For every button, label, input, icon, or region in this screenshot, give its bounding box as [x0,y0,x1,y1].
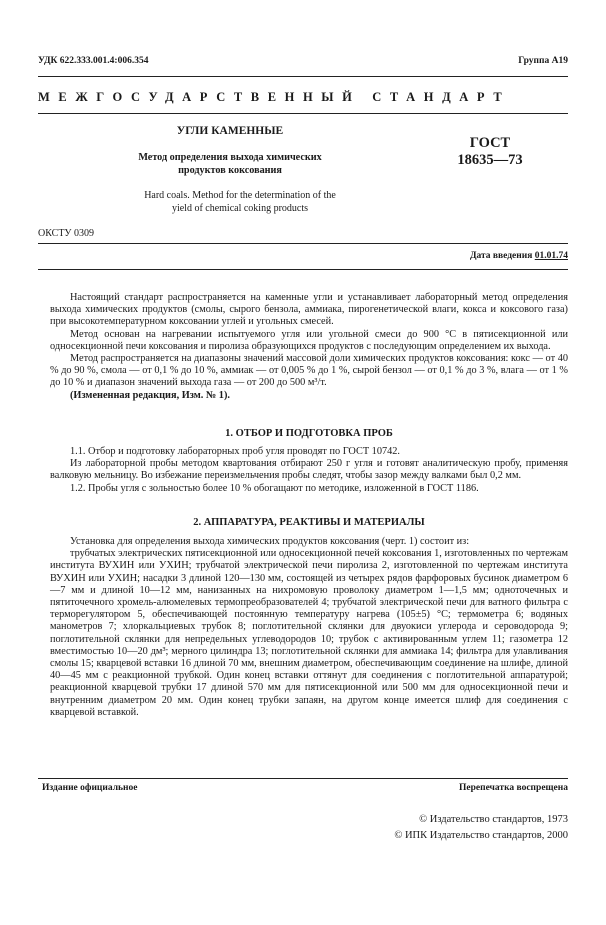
udk-code: УДК 622.333.001.4:006.354 [38,56,149,66]
intro-text [50,292,568,402]
gost-label: ГОСТ [469,135,511,151]
section-2-text [50,536,568,719]
intro-date-value: 01.01.74 [534,251,568,261]
amendment-note: (Измененная редакция, Изм. № 1). [70,389,230,401]
section-paragraph: 1.2. Пробы угля с зольностью более 10 % обогащают по методике, изложенной в ГОСТ 1186. [70,482,479,494]
section-1-heading: 1. ОТБОР И ПОДГОТОВКА ПРОБ [225,428,393,439]
footer-rule [38,778,568,779]
standard-type: МЕЖГОСУДАРСТВЕННЫЙ СТАНДАРТ [38,90,511,104]
section-2-heading: 2. АППАРАТУРА, РЕАКТИВЫ И МАТЕРИАЛЫ [193,517,425,528]
section-paragraph: Из лабораторной пробы методом квартования отбирают 250 г угля и готовят аналитическую пробу, применяя валковую мельницу. Во избежание переизмельчения пробы следят, чтобы зазор между валками был 0,2 мм. [50,458,568,482]
section-paragraph: трубчатых электрических пятисекционной или односекционной печей коксования 1, изготовленных по чертежам института ВУХИН или УХИН; трубчатой электрической печи пиролиза 2, изготовленной по чертежам института ВУХИН или УХИН; насадки 3 длиной 120—130 мм, состоящей из четырех рядов фарфоровых бусинок диаметром 6—7 мм и длиной 10—12 мм, нанизанных на нихромовую проволоку диаметром 1—1,5 мм; одноточечных и пятиточечного хромель-алюмелевых термопреобразователей 4; трубчатой электрической печи для ватного фильтра с терморегулятором 5, обеспечивающей постоянную температуру нагрева (105±5) °С; термометра 6; водяных манометров 7; хлоркальциевых трубок 8; поглотительной склянки для двуокиси углерода и сероводорода 9; поглотительной склянки для непредельных углеводородов 10; трубок с активированным углем 11; газометра 12 вместимостью 10—20 дм³; мерного цилиндра 13; поглотительной склянки для аммиака 14; фильтра для улавливания смолы 15; кварцевой вставки 16 длиной 70 мм, внешним диаметром, обеспечивающим соединение на шлифе, длиной 40—45 мм с реакционной трубкой. Один конец вставки оттянут для соединения с поглотительной аппаратурой; реакционной кварцевой трубки 17 длиной 570 мм для пятисекционной или 500 мм для односекционной печи и внутренним диаметром 20 мм. Один конец трубки запаян, на другом конце имеется шлиф для соединения с кварцевой вставкой. [50,548,568,718]
gost-number: 18635—73 [457,152,523,168]
intro-date [470,251,568,261]
document-title: УГЛИ КАМЕННЫЕ [176,125,284,137]
section-paragraph: 1.1. Отбор и подготовку лабораторных проб угля проводят по ГОСТ 10742. [70,446,401,457]
intro-paragraph: Настоящий стандарт распространяется на каменные угли и устанавливает лабораторный метод определения выхода химических продуктов (смолы, сырого бензола, аммиака, пирогенетической влаги, кокса и коксового газа) при высокотемпературном коксовании углей и угольных смесей. [50,292,568,328]
section-1-text [50,446,568,495]
document-subtitle: Метод определения выхода химических продуктов коксования [138,152,322,176]
english-title: Hard coals. Method for the determination of the yield of chemical coking products [144,190,336,214]
okstu-code: ОКСТУ 0309 [38,228,95,239]
copyright-2000: © ИПК Издательство стандартов, 2000 [394,830,568,841]
header-rule-top [38,76,568,77]
copyright-1973: © Издательство стандартов, 1973 [419,814,568,825]
date-rule [38,269,568,270]
group-code: Группа А19 [518,56,568,66]
reprint-notice: Перепечатка воспрещена [458,783,568,793]
intro-paragraph: Метод распространяется на диапазоны значений массовой доли химических продуктов коксования: кокс — от 40 % до 90 %, смола — от 0,1 % до 10 %, аммиак — от 0,005 % до 1 %, сырой бензол — от 0,1 % до 3 %, влага — от 1 % до 10 % и диапазон значений выхода газа — от 200 до 500 м³/т. [50,353,568,389]
official-edition: Издание официальное [42,783,138,793]
section-paragraph: Установка для определения выхода химических продуктов коксования (черт. 1) состоит из: [70,536,470,547]
title-rule [38,243,568,244]
intro-paragraph: Метод основан на нагревании испытуемого угля или угольной смеси до 900 °С в пятисекционной или односекционной печи коксования и пиролиза образующихся продуктов с последующим определением их выхода. [50,328,568,352]
intro-date-label: Дата введения [469,251,533,261]
header-rule-bottom [38,113,568,114]
